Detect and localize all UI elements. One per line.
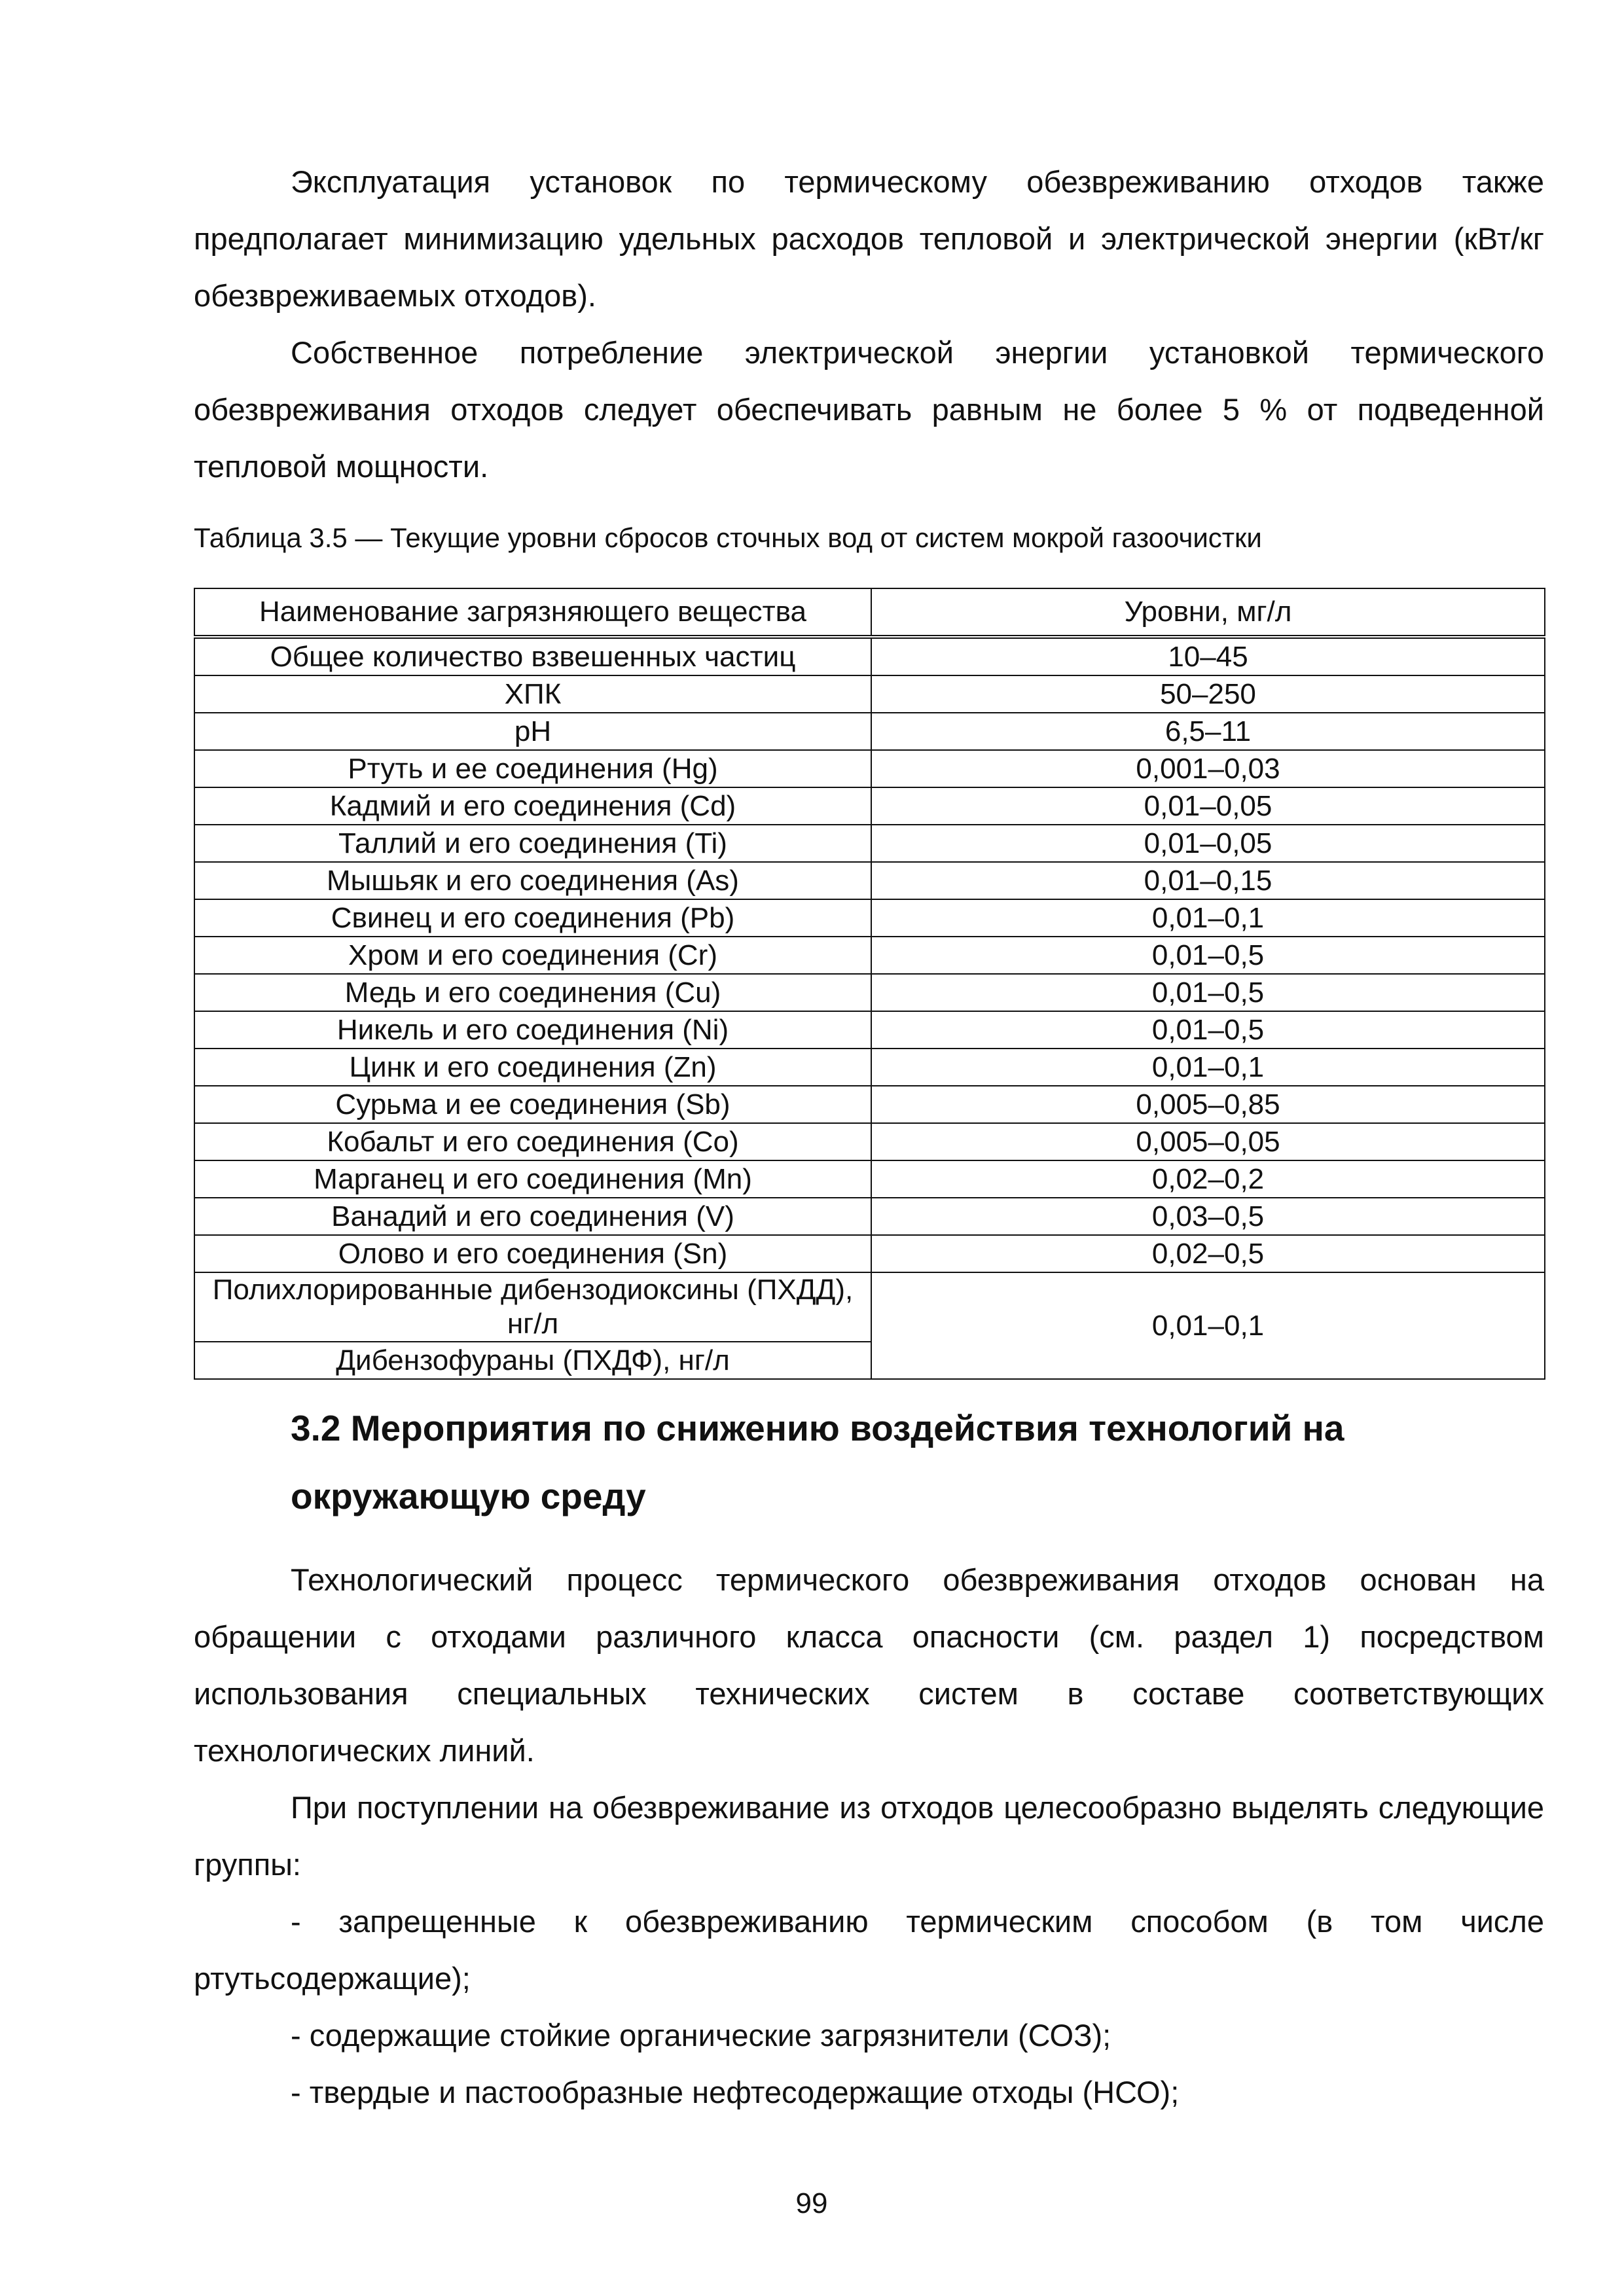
level-cell-merged: 0,01–0,1 (871, 1272, 1545, 1379)
table-row (194, 825, 1545, 862)
level-cell: 0,02–0,5 (871, 1235, 1545, 1272)
level-cell: 50–250 (871, 675, 1545, 713)
substance-cell: Цинк и его соединения (Zn) (194, 1049, 871, 1086)
substance-cell: Кадмий и его соединения (Cd) (194, 787, 871, 825)
substance-cell: Олово и его соединения (Sn) (194, 1235, 871, 1272)
level-cell: 0,01–0,15 (871, 862, 1545, 899)
table-row (194, 1049, 1545, 1086)
paragraph-4: При поступлении на обезвреживание из отходов целесообразно выделять следующие группы: (194, 1790, 1544, 1882)
level-cell: 10–45 (871, 637, 1545, 675)
table-row (194, 862, 1545, 899)
table-row (194, 1011, 1545, 1049)
section-heading: 3.2 Мероприятия по снижению воздействия технологий на окружающую среду (291, 1408, 1344, 1516)
level-cell: 0,01–0,5 (871, 974, 1545, 1011)
level-cell: 0,01–0,05 (871, 787, 1545, 825)
substance-cell: Ртуть и ее соединения (Hg) (194, 750, 871, 787)
substance-cell: Сурьма и ее соединения (Sb) (194, 1086, 871, 1123)
level-cell: 0,01–0,1 (871, 899, 1545, 937)
level-cell: 0,01–0,05 (871, 825, 1545, 862)
list-item-2: - содержащие стойкие органические загрязнители (СОЗ); (291, 2018, 1111, 2053)
substance-cell: Полихлорированные дибензодиоксины (ПХДД), нг/л (194, 1272, 871, 1342)
table-row (194, 787, 1545, 825)
table-row (194, 1272, 1545, 1342)
substance-cell: Никель и его соединения (Ni) (194, 1011, 871, 1049)
level-cell: 6,5–11 (871, 713, 1545, 750)
substance-cell: Свинец и его соединения (Pb) (194, 899, 871, 937)
paragraph-3: Технологический процесс термического обезвреживания отходов основан на обращении с отходами различного класса опасности (см. раздел 1) посредством использования специальных технических систем в составе соответствующих технологических линий. (194, 1562, 1544, 1768)
substance-cell: Марганец и его соединения (Mn) (194, 1160, 871, 1198)
table-row (194, 1123, 1545, 1160)
table-row (194, 937, 1545, 974)
list-item-1: - запрещенные к обезвреживанию термическим способом (в том числе ртутьсодержащие); (194, 1904, 1544, 1996)
table-row (194, 750, 1545, 787)
table-row (194, 899, 1545, 937)
header-substance: Наименование загрязняющего вещества (194, 588, 871, 637)
level-cell: 0,03–0,5 (871, 1198, 1545, 1235)
table-row (194, 1086, 1545, 1123)
level-cell: 0,005–0,85 (871, 1086, 1545, 1123)
data-table (194, 588, 1545, 1380)
table-body (194, 637, 1545, 1379)
level-cell: 0,01–0,5 (871, 937, 1545, 974)
page-number: 99 (795, 2187, 828, 2219)
substance-cell: Мышьяк и его соединения (As) (194, 862, 871, 899)
paragraph-1: Эксплуатация установок по термическому обезвреживанию отходов также предполагает минимизацию удельных расходов тепловой и электрической энергии (кВт/кг обезвреживаемых отходов). (194, 164, 1544, 313)
table-row (194, 713, 1545, 750)
table-row (194, 1198, 1545, 1235)
level-cell: 0,01–0,1 (871, 1049, 1545, 1086)
substance-cell: pH (194, 713, 871, 750)
level-cell: 0,01–0,5 (871, 1011, 1545, 1049)
table-row (194, 637, 1545, 675)
table-row (194, 1235, 1545, 1272)
paragraph-2: Собственное потребление электрической энергии установкой термического обезвреживания отходов следует обеспечивать равным не более 5 % от подведенной тепловой мощности. (194, 335, 1544, 484)
substance-cell: Хром и его соединения (Cr) (194, 937, 871, 974)
level-cell: 0,001–0,03 (871, 750, 1545, 787)
table-row (194, 974, 1545, 1011)
table-row (194, 1160, 1545, 1198)
table-container (194, 588, 1545, 1380)
substance-cell: ХПК (194, 675, 871, 713)
level-cell: 0,02–0,2 (871, 1160, 1545, 1198)
substance-cell: Общее количество взвешенных частиц (194, 637, 871, 675)
substance-cell: Кобальт и его соединения (Co) (194, 1123, 871, 1160)
header-levels: Уровни, мг/л (871, 588, 1545, 637)
substance-cell: Ванадий и его соединения (V) (194, 1198, 871, 1235)
table-caption: Таблица 3.5 — Текущие уровни сбросов сточных вод от систем мокрой газоочистки (194, 522, 1262, 553)
table-row (194, 675, 1545, 713)
table-header-row (194, 588, 1545, 637)
substance-cell: Дибензофураны (ПХДФ), нг/л (194, 1342, 871, 1379)
substance-cell: Таллий и его соединения (Ti) (194, 825, 871, 862)
substance-cell: Медь и его соединения (Cu) (194, 974, 871, 1011)
level-cell: 0,005–0,05 (871, 1123, 1545, 1160)
list-item-3: - твердые и пастообразные нефтесодержащие отходы (НСО); (291, 2075, 1180, 2109)
